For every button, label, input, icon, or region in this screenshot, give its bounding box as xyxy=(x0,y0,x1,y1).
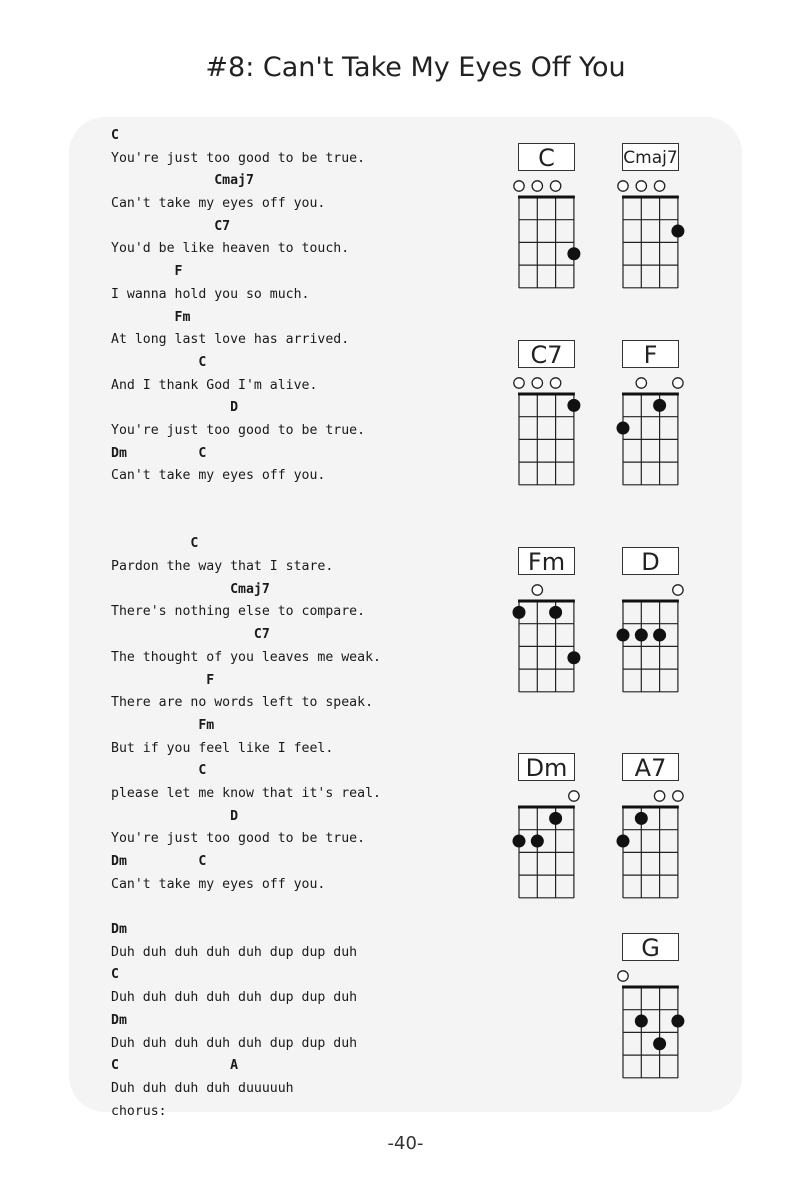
fretboard xyxy=(622,547,702,707)
chord-diagram-c xyxy=(518,143,598,303)
lyric-line: please let me know that it's real. xyxy=(111,785,381,801)
lyric-line: At long last love has arrived. xyxy=(111,332,350,348)
fretboard xyxy=(622,340,702,500)
chord-diagram-dm xyxy=(518,753,598,913)
fretboard xyxy=(622,753,702,913)
chord-diagram-a7 xyxy=(622,753,702,913)
page-title: #8: Can't Take My Eyes Off You xyxy=(205,52,626,83)
lyric-line: And I thank God I'm alive. xyxy=(111,377,318,393)
chord-line: Dm C xyxy=(111,854,207,869)
open-string-marker xyxy=(569,791,579,801)
finger-dot xyxy=(549,606,562,619)
open-string-marker xyxy=(532,585,542,595)
finger-dot xyxy=(653,629,666,642)
open-string-marker xyxy=(654,181,664,191)
chord-diagram-c7 xyxy=(518,340,598,500)
lyric-line: You're just too good to be true. xyxy=(111,422,366,438)
finger-dot xyxy=(653,1037,666,1050)
lyric-line: You're just too good to be true. xyxy=(111,831,366,847)
lyric-line: Duh duh duh duh duh dup dup duh xyxy=(111,1035,358,1051)
chord-line: F xyxy=(111,264,183,280)
blank-line xyxy=(111,511,381,534)
fretboard xyxy=(518,547,598,707)
finger-dot xyxy=(549,812,562,825)
chord-name: Dm xyxy=(518,753,575,781)
fretboard xyxy=(622,933,702,1093)
lyric-line: chorus: xyxy=(111,1103,167,1119)
chord-diagram-fm xyxy=(518,547,598,707)
chord-name: A7 xyxy=(622,753,679,781)
finger-dot xyxy=(513,835,526,848)
finger-dot xyxy=(513,606,526,619)
chord-line: D xyxy=(111,808,239,824)
lyric-line: Pardon the way that I stare. xyxy=(111,559,334,575)
finger-dot xyxy=(635,812,648,825)
finger-dot xyxy=(653,399,666,412)
open-string-marker xyxy=(673,791,683,801)
chord-line: C xyxy=(111,354,207,370)
chord-name: C7 xyxy=(518,340,575,368)
open-string-marker xyxy=(532,378,542,388)
lyric-line: Can't take my eyes off you. xyxy=(111,468,326,484)
chord-line: Dm xyxy=(111,1012,127,1028)
open-string-marker xyxy=(673,585,683,595)
chord-line: Fm xyxy=(111,309,191,325)
finger-dot xyxy=(567,651,580,664)
open-string-marker xyxy=(550,181,560,191)
open-string-marker xyxy=(636,378,646,388)
finger-dot xyxy=(617,422,630,435)
chord-line: C xyxy=(111,536,199,552)
chord-line: D xyxy=(111,400,239,416)
chord-line: C xyxy=(111,967,119,983)
chord-name: Cmaj7 xyxy=(622,143,679,171)
lyric-line: There's nothing else to compare. xyxy=(111,604,366,620)
page-number: -40- xyxy=(387,1133,424,1154)
open-string-marker xyxy=(654,791,664,801)
open-string-marker xyxy=(618,971,628,981)
lyric-line: Duh duh duh duh duh dup dup duh xyxy=(111,990,358,1006)
fretboard xyxy=(518,143,598,303)
blank-line xyxy=(111,896,381,919)
fretboard xyxy=(622,143,702,303)
lyric-line: Duh duh duh duh duuuuuh xyxy=(111,1080,294,1096)
chord-line: Cmaj7 xyxy=(111,173,254,189)
open-string-marker xyxy=(514,378,524,388)
chord-line: Dm xyxy=(111,922,127,938)
chord-diagram-d xyxy=(622,547,702,707)
finger-dot xyxy=(671,225,684,238)
lyric-line: Can't take my eyes off you. xyxy=(111,876,326,892)
chord-line: C xyxy=(111,763,207,779)
finger-dot xyxy=(567,247,580,260)
open-string-marker xyxy=(532,181,542,191)
lyric-line: I wanna hold you so much. xyxy=(111,286,310,302)
finger-dot xyxy=(531,835,544,848)
chord-line: Fm xyxy=(111,717,215,733)
finger-dot xyxy=(567,399,580,412)
lyric-line: You're just too good to be true. xyxy=(111,150,366,166)
lyric-line: You'd be like heaven to touch. xyxy=(111,241,350,257)
finger-dot xyxy=(617,629,630,642)
lyric-line: Duh duh duh duh duh dup dup duh xyxy=(111,944,358,960)
chord-diagram-g xyxy=(622,933,702,1093)
open-string-marker xyxy=(636,181,646,191)
lyric-line: Can't take my eyes off you. xyxy=(111,196,326,212)
open-string-marker xyxy=(550,378,560,388)
chord-name: C xyxy=(518,143,575,171)
chord-line: Dm C xyxy=(111,445,207,461)
finger-dot xyxy=(617,835,630,848)
finger-dot xyxy=(635,1015,648,1028)
chord-line: Cmaj7 xyxy=(111,581,270,597)
finger-dot xyxy=(635,629,648,642)
lyric-line: The thought of you leaves me weak. xyxy=(111,649,381,665)
finger-dot xyxy=(671,1015,684,1028)
lyric-line: But if you feel like I feel. xyxy=(111,740,334,756)
fretboard xyxy=(518,340,598,500)
chord-diagram-cmaj7 xyxy=(622,143,702,303)
chord-line: C7 xyxy=(111,218,231,234)
open-string-marker xyxy=(514,181,524,191)
chord-name: F xyxy=(622,340,679,368)
chord-name: Fm xyxy=(518,547,575,575)
lyrics-block xyxy=(111,125,381,1123)
chord-line: F xyxy=(111,672,215,688)
chord-name: D xyxy=(622,547,679,575)
chord-name: G xyxy=(622,933,679,961)
lyric-line: There are no words left to speak. xyxy=(111,695,374,711)
fretboard xyxy=(518,753,598,913)
blank-line xyxy=(111,488,381,511)
chord-line: C xyxy=(111,128,119,143)
chord-line: C A xyxy=(111,1058,239,1074)
open-string-marker xyxy=(618,181,628,191)
chord-line: C7 xyxy=(111,627,270,643)
open-string-marker xyxy=(673,378,683,388)
chord-diagram-f xyxy=(622,340,702,500)
